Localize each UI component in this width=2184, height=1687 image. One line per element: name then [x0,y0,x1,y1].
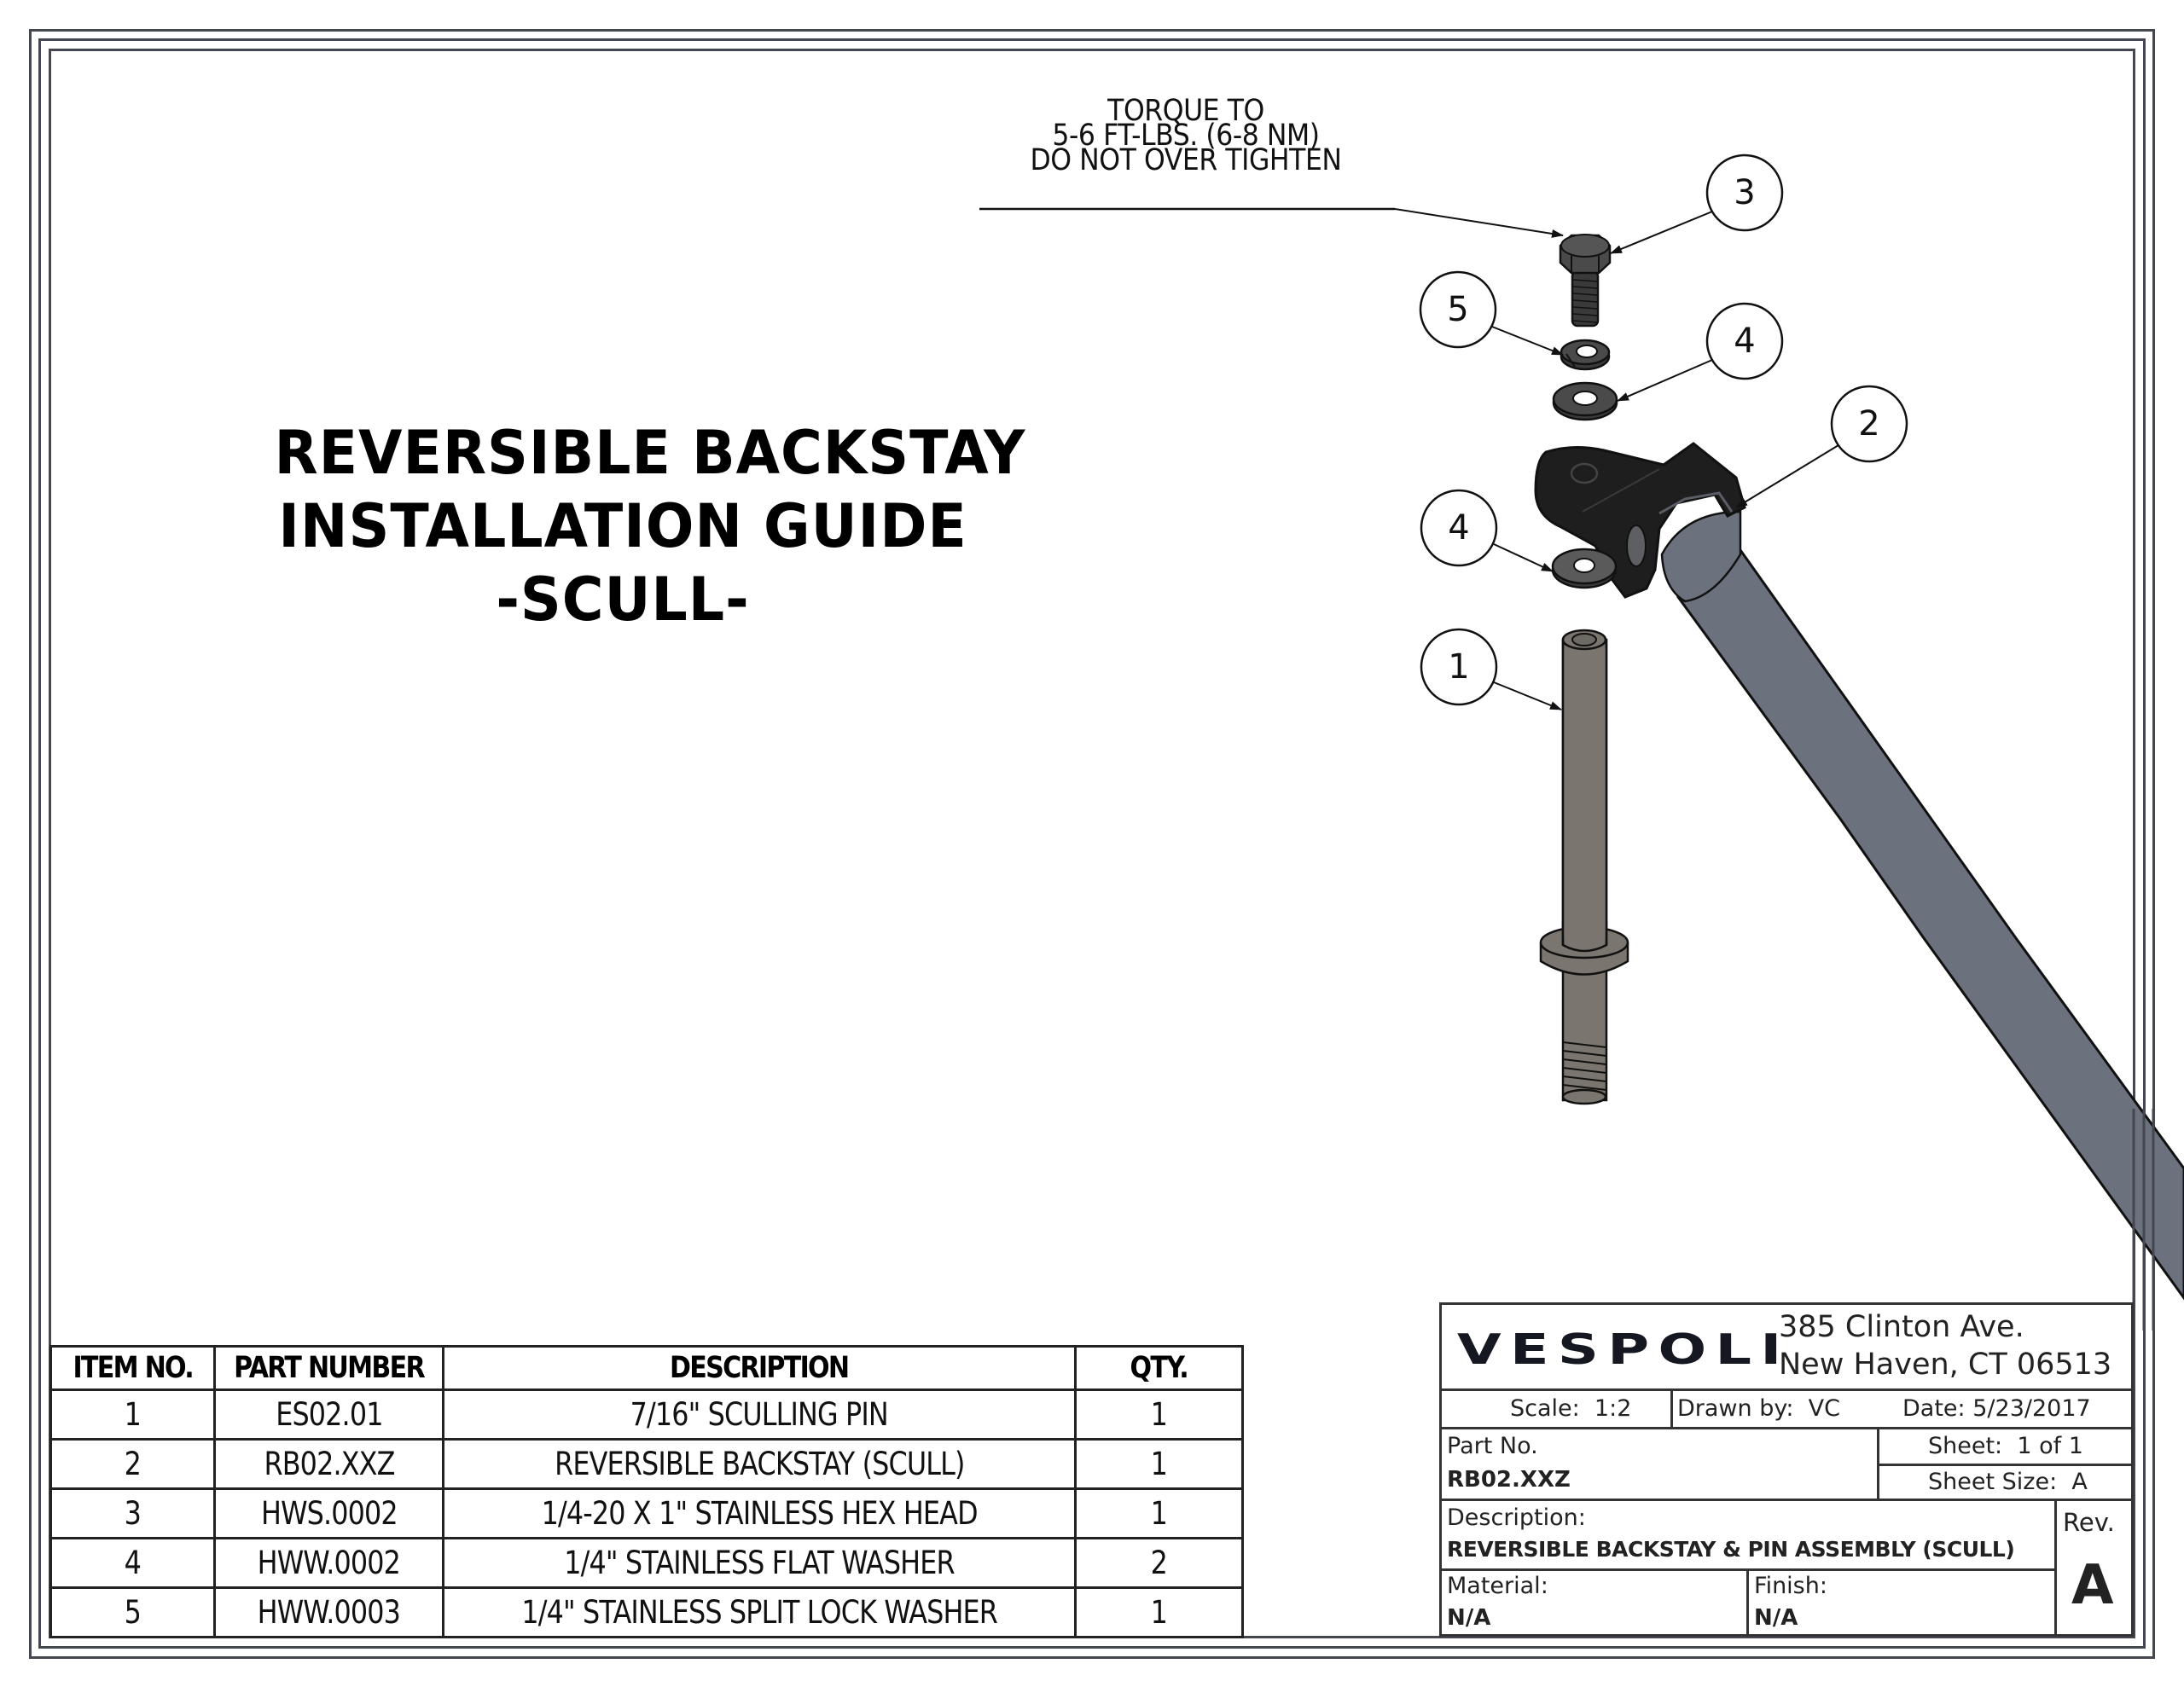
tb-divider [1670,1388,1673,1428]
leader-2 [1736,445,1838,507]
scale-value: 1:2 [1594,1395,1632,1422]
balloon-label-2: 2 [1858,404,1880,443]
bom-header-description: DESCRIPTION [444,1347,1076,1390]
address-line-1: 385 Clinton Ave. [1779,1310,2024,1344]
balloon-label-5: 5 [1447,290,1469,329]
guide-title-line-1: REVERSIBLE BACKSTAY [274,418,1026,488]
tb-divider [1442,1427,2131,1429]
sheet-value: 1 of 1 [2017,1433,2083,1459]
bom-header-qty: QTY. [1076,1347,1243,1390]
tb-divider [1442,1388,2131,1391]
bom-qty: 1 [1076,1588,1243,1638]
note-leader [979,209,1563,235]
bom-row [51,1588,1243,1638]
date-value: 5/23/2017 [1972,1395,2091,1422]
sheet-size-label: Sheet Size: [1928,1469,2058,1495]
balloon-label-3: 3 [1734,173,1756,212]
flat-washer-upper [1554,383,1617,420]
bom-item-no: 1 [51,1390,215,1440]
part-no-label: Part No. [1447,1433,1538,1459]
sculling-pin [1541,630,1628,1104]
leader-4-lower [1494,544,1553,571]
material-value: N/A [1447,1605,1491,1631]
bom-description: 1/4" STAINLESS SPLIT LOCK WASHER [444,1588,1076,1638]
tb-divider [1877,1427,1879,1499]
bom-description: 7/16" SCULLING PIN [444,1390,1076,1440]
bom-item-no: 2 [51,1440,215,1489]
leader-3 [1611,212,1712,253]
bom-header-row [51,1347,1243,1390]
bom-header-part-number: PART NUMBER [215,1347,444,1390]
description-label: Description: [1447,1504,1586,1531]
split-lock-washer [1561,340,1609,369]
tb-divider [1442,1499,2131,1501]
balloon-label-4-upper: 4 [1734,322,1756,361]
rev-value: A [2071,1554,2114,1617]
leader-4-upper [1618,360,1712,401]
bom-description: 1/4-20 X 1" STAINLESS HEX HEAD [444,1489,1076,1539]
scale-label: Scale: [1510,1395,1580,1422]
drawn-by-value: VC [1808,1395,1840,1422]
bom-header-item-no: ITEM NO. [51,1347,215,1390]
guide-title-line-3: -SCULL- [496,565,750,635]
tb-divider [1746,1568,1749,1635]
bom-row [51,1440,1243,1489]
torque-note-line-1: TORQUE TO [1107,94,1264,128]
finish-label: Finish: [1754,1573,1827,1599]
sheet-label: Sheet: [1928,1433,2003,1459]
guide-title [274,416,1026,636]
balloon-label-4-lower: 4 [1448,508,1470,548]
leader-1 [1494,682,1561,710]
bom-description: 1/4" STAINLESS FLAT WASHER [444,1539,1076,1588]
tb-divider [2054,1499,2057,1635]
title-block [1439,1302,2134,1637]
bom-item-no: 4 [51,1539,215,1588]
bom-row [51,1539,1243,1588]
bom-qty: 1 [1076,1440,1243,1489]
hex-bolt [1560,235,1610,326]
drawn-by-label: Drawn by: [1677,1395,1794,1422]
vespoli-logo: VESPOLI [1457,1325,1791,1374]
flat-washer-lower [1553,549,1616,588]
torque-note [994,94,1378,177]
bom-qty: 1 [1076,1390,1243,1440]
balloon-label-1: 1 [1448,647,1470,687]
bom-part-number: ES02.01 [215,1390,444,1440]
bom-item-no: 3 [51,1489,215,1539]
torque-note-line-3: DO NOT OVER TIGHTEN [1030,143,1342,177]
bom-part-number: HWS.0002 [215,1489,444,1539]
finish-value: N/A [1754,1605,1798,1631]
bom-part-number: HWW.0003 [215,1588,444,1638]
sheet-size-value: A [2071,1469,2088,1495]
bom-part-number: RB02.XXZ [215,1440,444,1489]
bill-of-materials [49,1345,1244,1638]
bom-row [51,1489,1243,1539]
part-no-value: RB02.XXZ [1447,1467,1571,1493]
description-value: REVERSIBLE BACKSTAY & PIN ASSEMBLY (SCULL) [1447,1537,2015,1562]
date-label: Date: [1902,1395,1966,1422]
material-label: Material: [1447,1573,1548,1599]
guide-title-line-2: INSTALLATION GUIDE [278,491,967,561]
bom-item-no: 5 [51,1588,215,1638]
tb-divider [1877,1464,2131,1466]
tb-divider [1442,1568,2056,1571]
bom-row [51,1390,1243,1440]
address-line-2: New Haven, CT 06513 [1779,1348,2112,1382]
bom-description: REVERSIBLE BACKSTAY (SCULL) [444,1440,1076,1489]
torque-note-line-2: 5-6 FT-LBS. (6-8 NM) [1052,119,1320,153]
leader-5 [1492,327,1563,355]
rev-label: Rev. [2063,1508,2115,1537]
bom-qty: 2 [1076,1539,1243,1588]
bom-qty: 1 [1076,1489,1243,1539]
backstay-bar [1678,550,2184,1298]
bom-part-number: HWW.0002 [215,1539,444,1588]
